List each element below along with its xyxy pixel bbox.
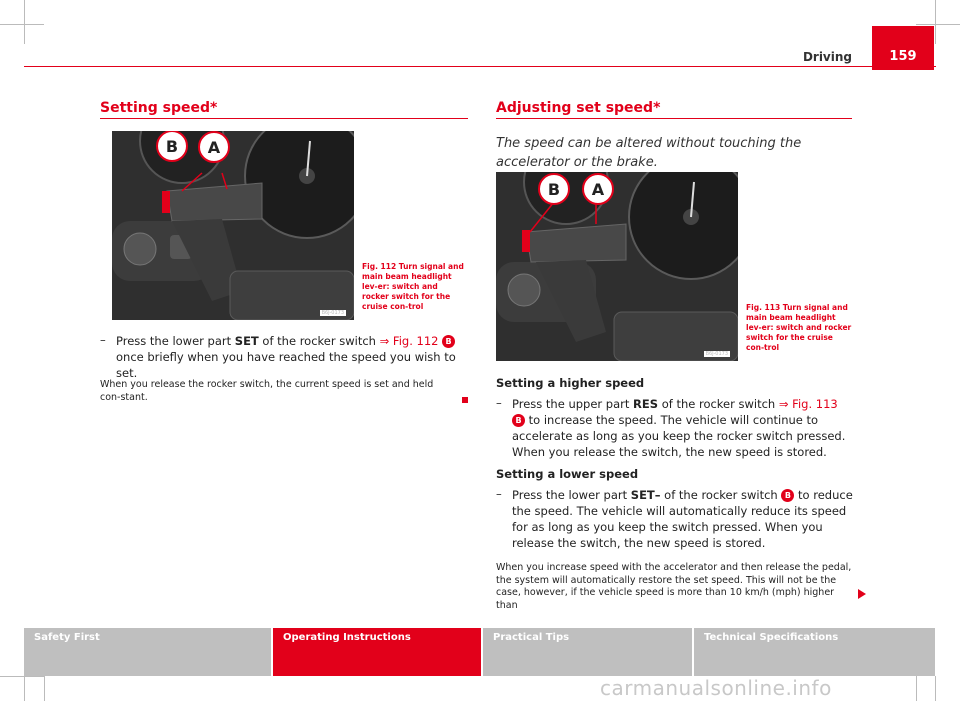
- figure-112-caption: Fig. 112 Turn signal and main beam headlight lev-er: switch and rocker switch for the cruise con-trol: [362, 262, 464, 311]
- footer-tab-practical-tips[interactable]: [483, 628, 692, 676]
- footer-tab-technical-specifications[interactable]: [694, 628, 935, 676]
- crop-mark: [0, 676, 44, 677]
- step-key-res: RES: [633, 397, 659, 411]
- running-header-section: Driving: [802, 50, 852, 64]
- step-dash: –: [496, 487, 502, 501]
- section-rule: [100, 118, 468, 119]
- crop-mark: [916, 676, 917, 701]
- step-text-mid: of the rocker switch: [258, 334, 380, 348]
- crop-mark: [916, 24, 960, 25]
- callout-badge-b: B: [512, 414, 525, 427]
- fig-113-link[interactable]: ⇒ Fig. 113: [778, 397, 838, 411]
- step-higher-speed: [512, 396, 854, 460]
- figure-label-b: B: [547, 180, 561, 199]
- step-dash: –: [496, 396, 502, 410]
- figure-code: B6J-0173: [321, 310, 344, 316]
- subheading-lower-speed: Setting a lower speed: [496, 467, 639, 481]
- step-text-post: to reduce the speed. The vehicle will automatically reduce its speed for as long as you keep the switch pressed. When you release the switch, the new speed is stored.: [512, 488, 853, 550]
- footer-tab-label: Operating Instructions: [283, 632, 411, 643]
- continue-arrow-icon: [858, 589, 866, 599]
- subheading-higher-speed: Setting a higher speed: [496, 376, 645, 390]
- callout-badge-b: B: [781, 489, 794, 502]
- step-lower-speed: [512, 487, 854, 551]
- footer-tab-label: Technical Specifications: [704, 632, 839, 643]
- figure-112-image: [112, 131, 354, 320]
- step-text-post: once briefly when you have reached the speed you wish to set.: [116, 350, 456, 380]
- section-title-setting-speed: Setting speed*: [100, 100, 218, 116]
- step-text-pre: Press the lower part: [512, 488, 631, 502]
- fig-112-link[interactable]: ⇒ Fig. 112: [379, 334, 439, 348]
- dashboard-illustration: [496, 172, 738, 361]
- step-text-mid: of the rocker switch: [660, 488, 782, 502]
- figure-113-caption: Fig. 113 Turn signal and main beam headlight lev-er: switch and rocker switch for the cruise con-trol: [746, 303, 852, 352]
- crop-mark: [24, 676, 25, 701]
- figure-code: B6J-0173: [705, 351, 728, 357]
- note-release: When you release the rocker switch, the current speed is set and held con-stant.: [100, 379, 434, 403]
- section-title-adjusting-set-speed: Adjusting set speed*: [496, 100, 661, 116]
- section-intro: The speed can be altered without touching the accelerator or the brake.: [496, 136, 802, 170]
- header-rule: [24, 66, 936, 67]
- section-end-mark: [462, 397, 468, 403]
- step-text-mid: of the rocker switch: [658, 397, 779, 411]
- callout-badge-b: B: [442, 335, 455, 348]
- step-key-set: SET: [234, 334, 259, 348]
- page-number: 159: [872, 26, 934, 70]
- figure-113-image: [496, 172, 738, 361]
- crop-mark: [935, 0, 936, 44]
- note-accelerator: When you increase speed with the accelerator and then release the pedal, the system will automatically restore the set speed. This will not be the case, however, if the vehicle speed is more than 10 km/h (mph) higher than: [496, 562, 852, 611]
- crop-mark: [935, 676, 936, 701]
- step-dash: –: [100, 333, 106, 347]
- crop-mark: [44, 676, 45, 701]
- step-text-post: to increase the speed. The vehicle will continue to accelerate as long as you keep the rocker switch pressed. When you release the switch, the new speed is stored.: [512, 413, 846, 459]
- step-text-pre: Press the upper part: [512, 397, 634, 411]
- step-text-pre: Press the lower part: [116, 334, 235, 348]
- crop-mark: [0, 24, 44, 25]
- step-key-set-minus: SET–: [630, 488, 661, 502]
- footer-tab-operating-instructions[interactable]: [273, 628, 481, 676]
- footer-tab-label: Practical Tips: [493, 632, 570, 643]
- figure-label-a: A: [591, 180, 605, 199]
- dashboard-illustration: [112, 131, 354, 320]
- section-rule: [496, 118, 852, 119]
- watermark: carmanualsonline.info: [600, 676, 832, 700]
- figure-label-a: A: [207, 138, 221, 157]
- footer-tab-label: Safety First: [34, 632, 100, 643]
- footer-tab-safety-first[interactable]: [24, 628, 271, 676]
- step-set-speed: [116, 333, 468, 381]
- crop-mark: [24, 0, 25, 44]
- figure-label-b: B: [165, 137, 179, 156]
